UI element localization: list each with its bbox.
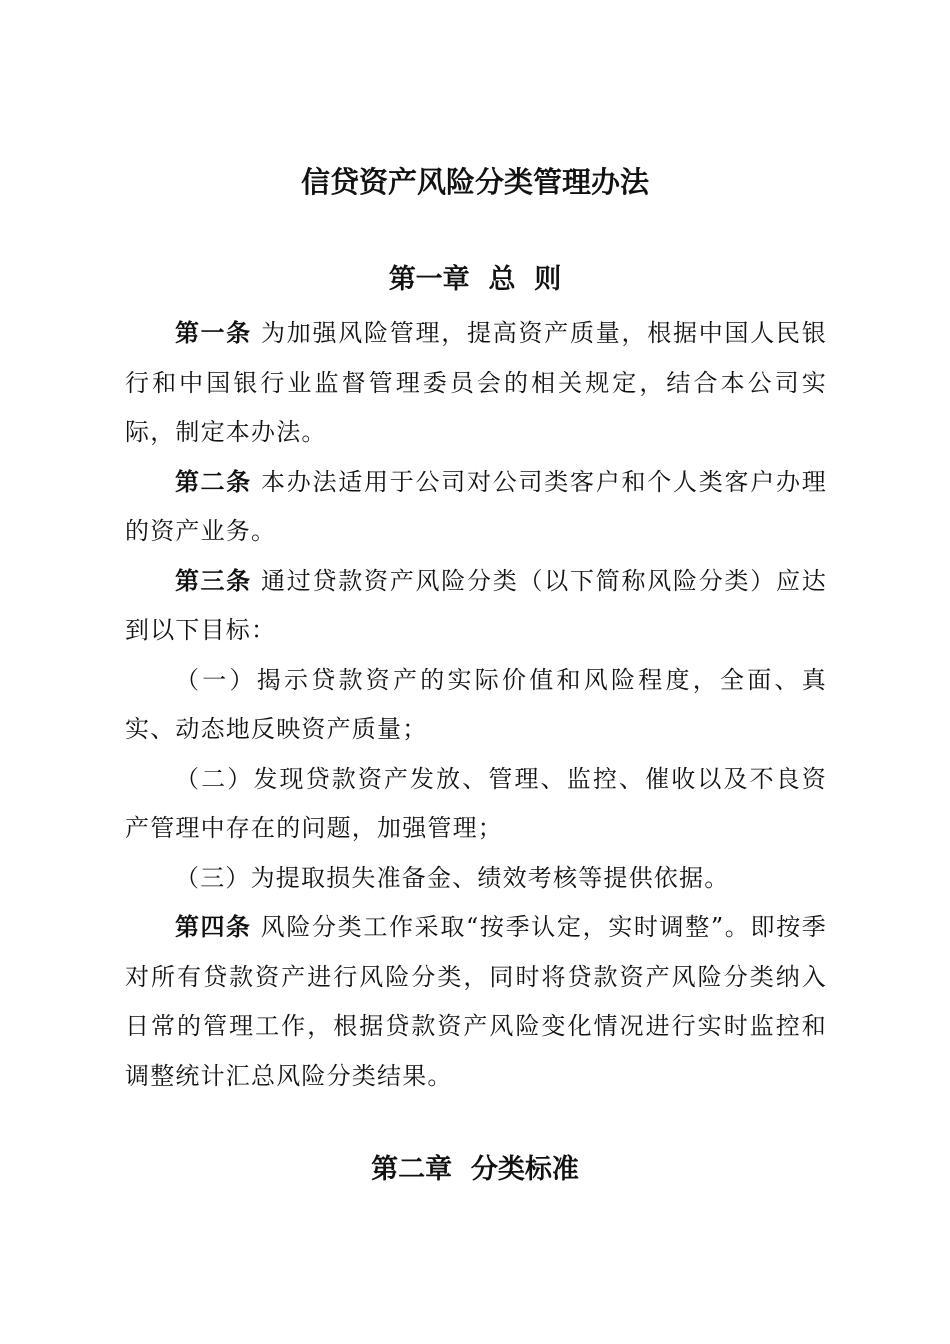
article-2 (125, 458, 827, 557)
article-text: 通过贷款资产风险分类（以下简称风险分类）应达到以下目标： (125, 566, 827, 644)
list-item-1 (125, 656, 827, 755)
article-text: 为加强风险管理，提高资产质量，根据中国人民银行和中国银行业监督管理委员会的相关规定，结合本公司实际，制定本办法。 (125, 319, 827, 446)
chapter-1-body (125, 309, 827, 1101)
chapter-heading-1: 第一章 总 则 (388, 264, 562, 295)
article-number: 第一条 (175, 319, 252, 347)
list-item-3 (125, 854, 827, 904)
list-item-text: （三）为提取损失准备金、绩效考核等提供依据。 (175, 863, 730, 892)
article-text: 本办法适用于公司对公司类客户和个人类客户办理的资产业务。 (125, 467, 827, 545)
article-number: 第四条 (175, 913, 252, 941)
list-item-text: （二）发现贷款资产发放、管理、监控、催收以及不良资产管理中存在的问题，加强管理； (125, 764, 827, 842)
article-1 (125, 309, 827, 458)
document-title: 信贷资产风险分类管理办法 (300, 165, 649, 199)
article-text: 风险分类工作采取“按季认定，实时调整”。即按季对所有贷款资产进行风险分类，同时将贷款资产风险分类纳入日常的管理工作，根据贷款资产风险变化情况进行实时监控和调整统计汇总风险分类结果。 (125, 913, 827, 1090)
article-number: 第二条 (175, 467, 252, 496)
article-number: 第三条 (175, 566, 252, 595)
chapter-heading-2: 第二章 分类标准 (371, 1154, 579, 1185)
article-3 (125, 557, 827, 656)
list-item-2 (125, 755, 827, 854)
article-4 (125, 903, 827, 1101)
list-item-text: （一）揭示贷款资产的实际价值和风险程度，全面、真实、动态地反映资产质量； (125, 665, 827, 743)
